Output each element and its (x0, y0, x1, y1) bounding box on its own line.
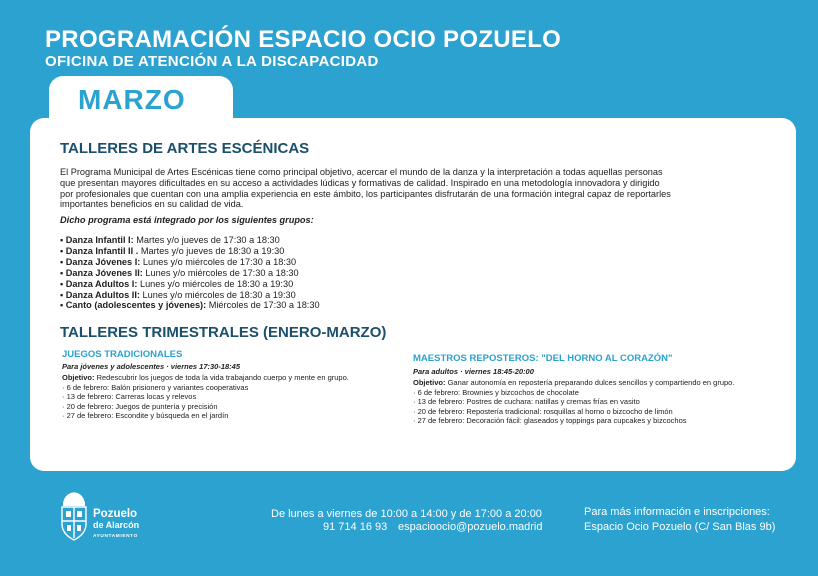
page-subtitle: OFICINA DE ATENCIÓN A LA DISCAPACIDAD (45, 53, 379, 70)
footer-email: espacioocio@pozuelo.madrid (398, 521, 543, 533)
footer-info-title: Para más información e inscripciones: (584, 506, 770, 518)
group-name: • Danza Adultos II: (60, 289, 140, 300)
session-text: Carreras locas y relevos (113, 392, 197, 402)
session-item (62, 392, 349, 401)
group-schedule: Lunes y/o miércoles de 18:30 a 19:30 (137, 278, 294, 289)
session-item (413, 416, 734, 425)
group-item (60, 290, 320, 301)
objective-label: Objetivo: (62, 373, 95, 383)
groups-list (60, 235, 320, 311)
objective-text: Ganar autonomía en repostería preparando dulces sencillos y compartiendo en grupo. (445, 378, 735, 388)
pozuelo-crest-icon (58, 490, 90, 544)
escenicas-title: TALLERES DE ARTES ESCÉNICAS (60, 140, 310, 157)
session-date: · 6 de febrero: (62, 382, 110, 392)
session-item (62, 411, 349, 420)
session-text: Juegos de puntería y precisión (113, 401, 218, 411)
reposteros-title: MAESTROS REPOSTEROS: "DEL HORNO AL CORAZÓN" (413, 353, 673, 364)
group-schedule: Martes y/o jueves de 17:30 a 18:30 (133, 235, 280, 245)
reposteros-details (413, 367, 734, 425)
juegos-audience: Para jóvenes y adolescentes · viernes 17:30-18:45 (62, 362, 241, 371)
content-panel (30, 118, 796, 471)
session-date: · 20 de febrero: (413, 406, 465, 416)
session-item (413, 388, 734, 397)
group-name: • Danza Adultos I: (60, 278, 138, 289)
group-item (60, 300, 320, 311)
session-date: · 13 de febrero: (413, 397, 465, 407)
session-text: Balón prisionero y variantes cooperativas (109, 382, 249, 392)
juegos-details (62, 362, 349, 420)
footer-phone: 91 714 16 93 (323, 521, 388, 533)
session-date: · 13 de febrero: (62, 392, 114, 402)
description-line: por profesionales que cuentan con una amplia experiencia en este ámbito, los participantes disfrutarán de una formación integral capaz de reportarles (60, 188, 671, 199)
logo-line3: AYUNTAMIENTO (93, 534, 138, 539)
session-text: Escondite y búsqueda en el jardín (113, 411, 229, 421)
group-name: • Danza Jóvenes I: (60, 256, 141, 267)
session-item (62, 383, 349, 392)
month-label: MARZO (78, 84, 186, 115)
objective-label: Objetivo: (413, 378, 446, 388)
logo-line2: de Alarcón (93, 520, 140, 530)
logo-text (93, 509, 139, 542)
group-item (60, 279, 320, 290)
group-name: • Canto (adolescentes y jóvenes): (60, 300, 207, 311)
reposteros-audience: Para adultos · viernes 18:45-20:00 (413, 367, 534, 376)
session-text: Postres de cuchara: natillas y cremas frías en vasito (464, 397, 640, 407)
escenicas-description (60, 167, 760, 210)
group-schedule: Lunes y/o miércoles de 18:30 a 19:30 (139, 289, 296, 300)
group-name: • Danza Jóvenes II: (60, 267, 143, 278)
description-line: importantes beneficios en su calidad de vida. (60, 199, 244, 210)
session-text: Decoración fácil: glaseados y toppings para cupcakes y bizcochos (464, 416, 687, 426)
objective-text: Redescubrir los juegos de toda la vida trabajando cuerpo y mente en grupo. (94, 373, 349, 383)
session-date: · 6 de febrero: (413, 387, 461, 397)
description-line: que presentan mayores dificultades en su acceso a actividades lúdicas y formativas de calidad. Inspirado en una metodología innovadora y dirigido (60, 177, 660, 188)
reposteros-objective (413, 378, 734, 387)
juegos-title: JUEGOS TRADICIONALES (62, 349, 183, 360)
page-title: PROGRAMACIÓN ESPACIO OCIO POZUELO (45, 26, 562, 53)
footer-info-place: Espacio Ocio Pozuelo (C/ San Blas 9b) (584, 521, 776, 533)
session-date: · 27 de febrero: (413, 416, 465, 426)
group-name: • Danza Infantil II . (60, 245, 139, 256)
session-item (62, 402, 349, 411)
footer-hours: De lunes a viernes de 10:00 a 14:00 y de 17:00 a 20:00 (271, 508, 542, 520)
group-schedule: Miércoles de 17:30 a 18:30 (206, 300, 320, 311)
session-text: Brownies y bizcochos de chocolate (460, 387, 579, 397)
group-name: • Danza Infantil I: (60, 235, 134, 245)
session-date: · 27 de febrero: (62, 411, 114, 421)
group-item (60, 235, 320, 246)
session-item (413, 397, 734, 406)
group-schedule: Lunes y/o miércoles de 17:30 a 18:30 (142, 267, 299, 278)
group-schedule: Lunes y/o miércoles de 17:30 a 18:30 (140, 256, 297, 267)
description-line: El Programa Municipal de Artes Escénicas tiene como principal objetivo, acercar el mundo de la danza y la interpretación a todas aquellas personas (60, 167, 663, 177)
group-item (60, 257, 320, 268)
juegos-objective (62, 373, 349, 382)
session-text: Repostería tradicional: rosquillas al horno o bizcocho de limón (464, 406, 673, 416)
session-item (413, 407, 734, 416)
session-date: · 20 de febrero: (62, 401, 114, 411)
groups-intro: Dicho programa está integrado por los siguientes grupos: (60, 215, 314, 225)
trimestrales-title: TALLERES TRIMESTRALES (ENERO-MARZO) (60, 324, 387, 341)
group-item (60, 246, 320, 257)
group-item (60, 268, 320, 279)
group-schedule: Martes y/o jueves de 18:30 a 19:30 (138, 245, 285, 256)
logo-line1: Pozuelo (93, 508, 138, 520)
